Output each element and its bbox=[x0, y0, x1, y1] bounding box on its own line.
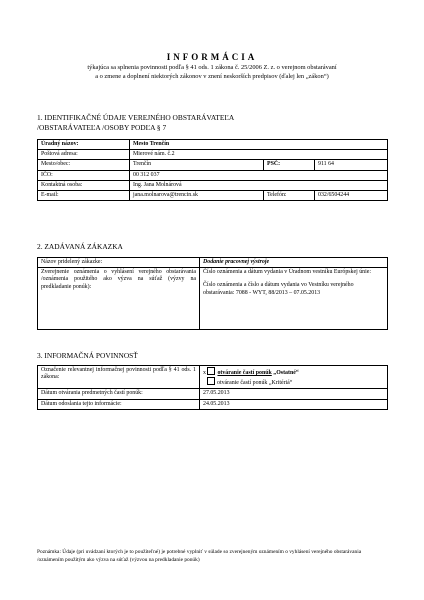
table-row bbox=[38, 150, 388, 160]
subtitle-line-2: a o zmene a doplnení niektorých zákonov v znení neskorších predpisov (ďalej len „zákon“) bbox=[95, 73, 329, 80]
table-row bbox=[38, 180, 388, 190]
send-date-value: 24.05.2013 bbox=[200, 399, 388, 409]
phone-label: Telefón: bbox=[264, 191, 315, 201]
table-row bbox=[38, 170, 388, 180]
contact-person-value: Ing. Jana Molnárová bbox=[130, 180, 388, 190]
table-row bbox=[38, 268, 388, 330]
section1-heading-line2: /OBSTARÁVATEĽA /OSOBY PODĽA § 7 bbox=[37, 123, 167, 132]
footnote: Poznámka: Údaje (pri uvádzaní ktorých je to použiteľné) je potrebné vyplniť v súlade so zverejneným oznámením o vyhlásení verejného obstarávania /oznámením použitým ako výzva na súťaž (výzvou na predkladanie ponúk) bbox=[37, 549, 362, 563]
postal-address-label: Poštová adresa: bbox=[38, 150, 130, 160]
section3-heading: 3. INFORMAČNÁ POVINNOSŤ bbox=[37, 351, 138, 360]
table-row bbox=[38, 140, 388, 150]
table-row bbox=[38, 160, 388, 170]
email-value: jana.molnarova@trencin.sk bbox=[130, 191, 264, 201]
section1-heading-line1: 1. IDENTIFIKAČNÉ ÚDAJE VEREJNÉHO OBSTARÁVATEĽA bbox=[37, 113, 235, 122]
psc-label: PSČ: bbox=[264, 160, 315, 170]
option-other-checkbox[interactable] bbox=[207, 367, 215, 375]
option-other-mark: x bbox=[203, 370, 206, 376]
phone-value: 032/6504244 bbox=[315, 191, 388, 201]
official-name-value: Mesto Trenčín bbox=[130, 140, 388, 150]
contracting-authority-table bbox=[37, 139, 388, 201]
table-row bbox=[38, 191, 388, 201]
option-other-label-underlined: otváranie častí ponúk bbox=[217, 370, 272, 376]
contract-table bbox=[37, 257, 388, 330]
publication-value bbox=[200, 268, 388, 330]
ico-label: IČO: bbox=[38, 170, 130, 180]
section1-heading bbox=[37, 113, 234, 133]
postal-address-value: Mierové nám. č.2 bbox=[130, 150, 388, 160]
table-row bbox=[38, 366, 388, 389]
obligation-label: Označenie relevantnej informačnej povinnosti podľa § 41 ods. 1 zákona: bbox=[38, 366, 200, 389]
official-name-label: Úradný názov: bbox=[38, 140, 130, 150]
email-label: E-mail: bbox=[38, 191, 130, 201]
table-row bbox=[38, 399, 388, 409]
contract-name-label: Názov pridelený zákazke: bbox=[38, 258, 200, 268]
option-criteria-label: otváranie častí ponúk „Kritériá“ bbox=[217, 380, 293, 387]
option-criteria bbox=[203, 377, 384, 387]
option-other-label-rest: „Ostatné“ bbox=[273, 370, 299, 376]
opening-date-value: 27.05.2013 bbox=[200, 389, 388, 399]
document-title: INFORMÁCIA bbox=[166, 52, 258, 62]
city-value: Trenčín bbox=[130, 160, 264, 170]
table-row bbox=[38, 389, 388, 399]
contact-person-label: Kontaktná osoba: bbox=[38, 180, 130, 190]
information-obligation-table bbox=[37, 365, 388, 410]
document-subtitle bbox=[40, 63, 384, 81]
option-other bbox=[203, 367, 384, 377]
publication-value-national: Číslo oznámenia a číslo a dátum vydania vo Vestníku verejného obstarávania: 7088 - WYT, 88/2013 – 07.05.2013 bbox=[203, 282, 354, 296]
subtitle-line-1: týkajúca sa splnenia povinnosti podľa § 41 ods. 1 zákona č. 25/2006 Z. z. o verejnom obstarávaní bbox=[87, 64, 337, 71]
send-date-label: Dátum odoslania tejto informácie: bbox=[38, 399, 200, 409]
obligation-options bbox=[200, 366, 388, 389]
publication-label: Zverejnenie oznámenia o vyhlásení verejného obstarávania /oznámenia použitého ako výzva na súťaž (výzvy na predkladanie ponúk): bbox=[38, 268, 200, 330]
option-criteria-checkbox[interactable] bbox=[207, 377, 215, 385]
opening-date-label: Dátum otvárania predmetných častí ponúk: bbox=[38, 389, 200, 399]
table-row bbox=[38, 258, 388, 268]
contract-name-value: Dodanie pracovnej výstroje bbox=[200, 258, 388, 268]
city-label: Mesto/obec: bbox=[38, 160, 130, 170]
section2-heading: 2. ZADÁVANÁ ZÁKAZKA bbox=[37, 242, 123, 251]
psc-value: 911 64 bbox=[315, 160, 388, 170]
publication-value-eu: Číslo oznámenia a dátum vydania v Úradnom vestníku Európskej únie: bbox=[203, 269, 372, 276]
ico-value: 00 312 037 bbox=[130, 170, 388, 180]
